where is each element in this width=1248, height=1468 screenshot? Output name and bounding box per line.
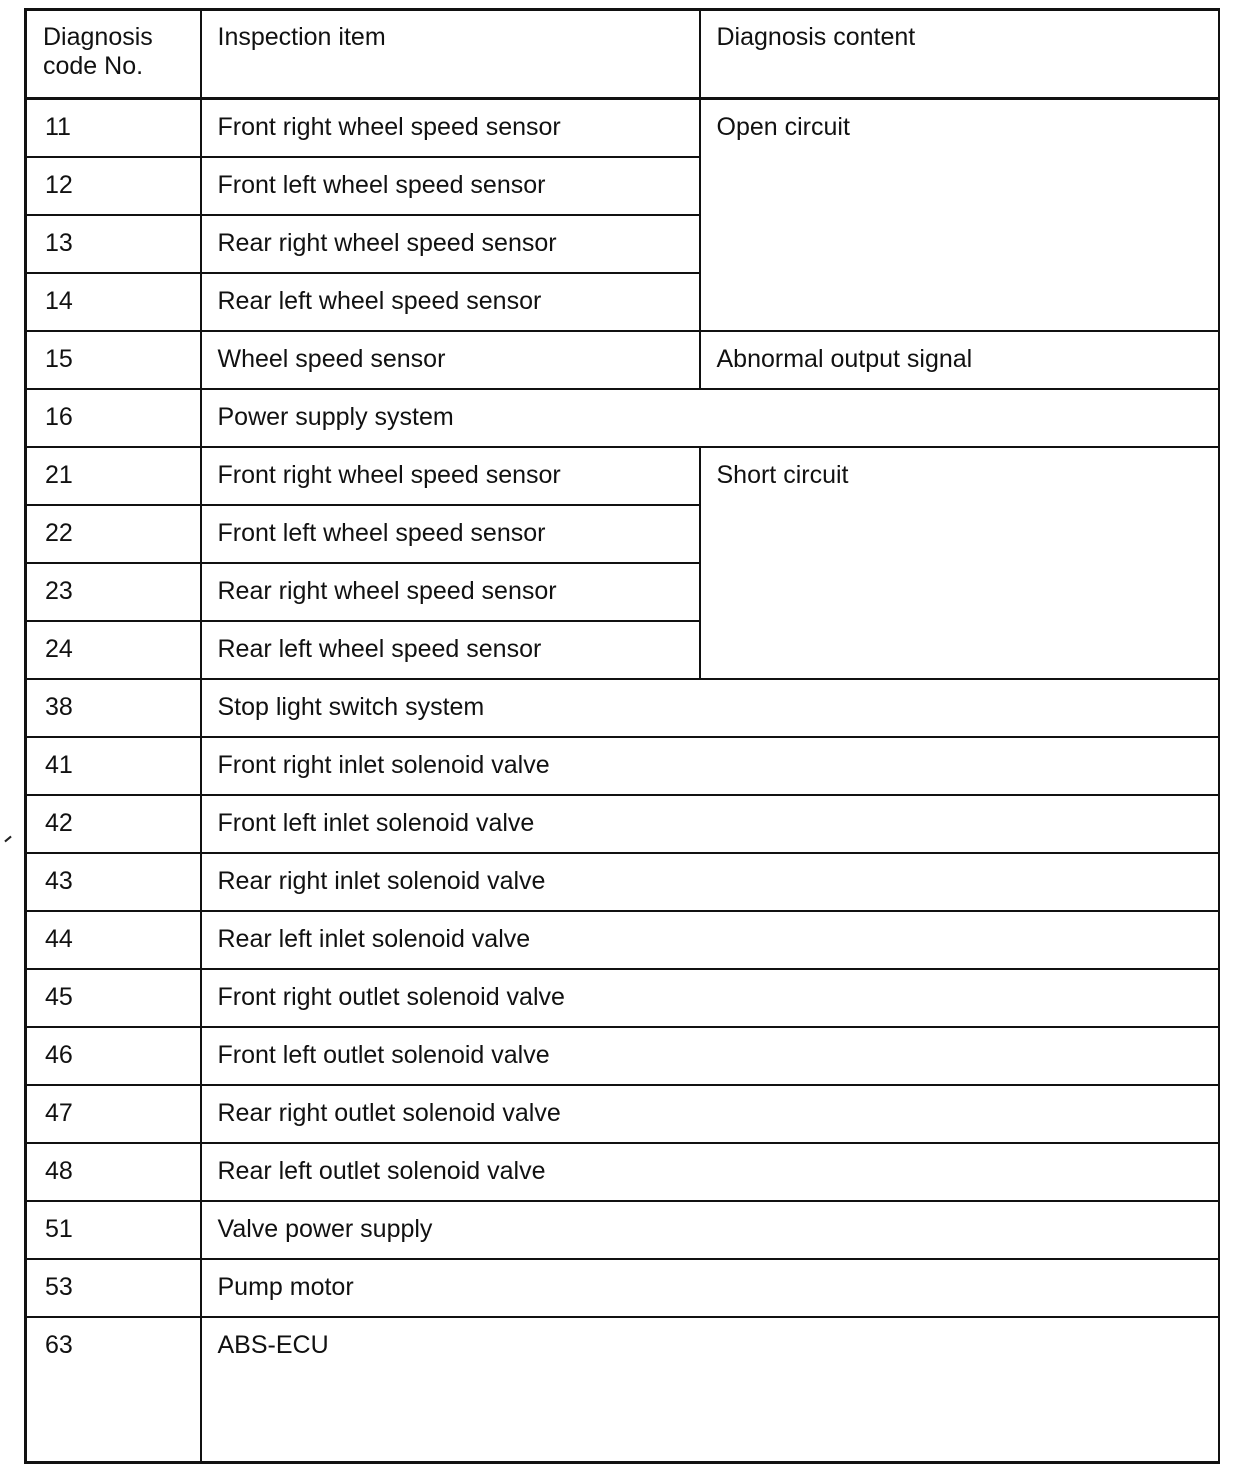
inspection-item: Rear right wheel speed sensor [201, 215, 700, 273]
inspection-item: Rear left outlet solenoid valve [201, 1143, 1219, 1201]
inspection-item: Rear right wheel speed sensor [201, 563, 700, 621]
diagnosis-code: 45 [26, 969, 201, 1027]
inspection-item: Wheel speed sensor [201, 331, 700, 389]
diagnosis-code: 48 [26, 1143, 201, 1201]
diagnosis-code: 53 [26, 1259, 201, 1317]
inspection-item: Pump motor [201, 1259, 1219, 1317]
margin-mark [4, 836, 11, 843]
header-diagnosis-code: Diagnosis code No. [26, 10, 201, 99]
inspection-item: Stop light switch system [201, 679, 1219, 737]
inspection-item: Rear left inlet solenoid valve [201, 911, 1219, 969]
diagnosis-code: 24 [26, 621, 201, 679]
header-row [26, 10, 1219, 99]
table-row [26, 911, 1219, 969]
inspection-item: Front left wheel speed sensor [201, 157, 700, 215]
header-inspection-item: Inspection item [201, 10, 700, 99]
table-row [26, 1259, 1219, 1317]
table-row [26, 99, 1219, 157]
inspection-item: Front left inlet solenoid valve [201, 795, 1219, 853]
table-row [26, 737, 1219, 795]
table-row [26, 1085, 1219, 1143]
table-row [26, 447, 1219, 505]
diagnosis-code: 13 [26, 215, 201, 273]
diagnosis-code: 15 [26, 331, 201, 389]
table-row [26, 1201, 1219, 1259]
inspection-item: Front right outlet solenoid valve [201, 969, 1219, 1027]
table-row [26, 331, 1219, 389]
inspection-item: ABS-ECU [201, 1317, 1219, 1463]
diagnosis-code: 51 [26, 1201, 201, 1259]
diagnosis-code-table [24, 8, 1220, 1464]
table-row [26, 1317, 1219, 1463]
inspection-item: Valve power supply [201, 1201, 1219, 1259]
header-diagnosis-content: Diagnosis content [700, 10, 1219, 99]
diagnosis-code: 22 [26, 505, 201, 563]
inspection-item: Front right wheel speed sensor [201, 99, 700, 157]
diagnosis-code: 43 [26, 853, 201, 911]
inspection-item: Front left wheel speed sensor [201, 505, 700, 563]
diagnosis-code: 47 [26, 1085, 201, 1143]
diagnosis-code: 11 [26, 99, 201, 157]
diagnosis-code: 44 [26, 911, 201, 969]
table-row [26, 389, 1219, 447]
inspection-item: Rear left wheel speed sensor [201, 621, 700, 679]
diagnosis-content-abnormal-output: Abnormal output signal [700, 331, 1219, 389]
diagnosis-code: 23 [26, 563, 201, 621]
diagnosis-code: 42 [26, 795, 201, 853]
table-row [26, 1143, 1219, 1201]
inspection-item: Rear left wheel speed sensor [201, 273, 700, 331]
inspection-item: Rear right outlet solenoid valve [201, 1085, 1219, 1143]
table-row [26, 795, 1219, 853]
inspection-item: Front left outlet solenoid valve [201, 1027, 1219, 1085]
diagnosis-code: 12 [26, 157, 201, 215]
inspection-item: Front right inlet solenoid valve [201, 737, 1219, 795]
diagnosis-code: 16 [26, 389, 201, 447]
diagnosis-code: 21 [26, 447, 201, 505]
table-row [26, 1027, 1219, 1085]
diagnosis-content-open-circuit: Open circuit [700, 99, 1219, 331]
diagnosis-code: 63 [26, 1317, 201, 1463]
inspection-item: Front right wheel speed sensor [201, 447, 700, 505]
diagnosis-code: 38 [26, 679, 201, 737]
diagnosis-code: 41 [26, 737, 201, 795]
inspection-item: Power supply system [201, 389, 1219, 447]
table-row [26, 679, 1219, 737]
diagnosis-code: 46 [26, 1027, 201, 1085]
diagnosis-content-short-circuit: Short circuit [700, 447, 1219, 679]
table-row [26, 853, 1219, 911]
diagnosis-code: 14 [26, 273, 201, 331]
inspection-item: Rear right inlet solenoid valve [201, 853, 1219, 911]
table-row [26, 969, 1219, 1027]
